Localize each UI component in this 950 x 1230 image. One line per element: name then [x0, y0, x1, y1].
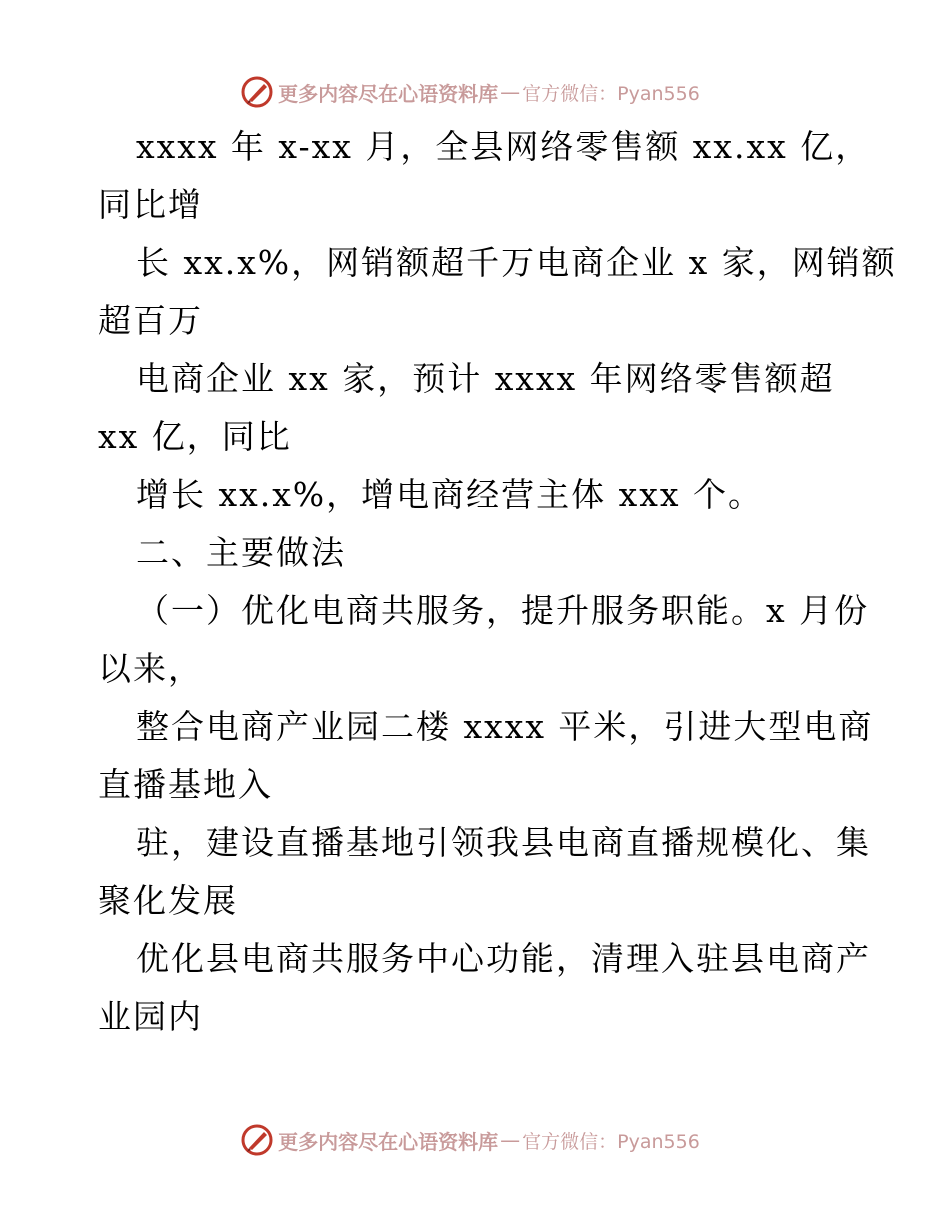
footer-watermark-inner	[240, 1123, 700, 1157]
document-body	[98, 118, 897, 1046]
text-line: xx 亿，同比	[98, 417, 292, 456]
text-line: 直播基地入	[98, 765, 273, 804]
text-line: 以来，	[98, 649, 203, 688]
text-line: 同比增	[98, 185, 203, 224]
text-line: 长 xx.x%，网销额超千万电商企业 x 家，网销额	[136, 243, 897, 282]
quill-logo-icon	[240, 1123, 274, 1157]
watermark-dash: —	[500, 1128, 521, 1152]
text-line: 超百万	[98, 301, 203, 340]
text-line: 业园内	[98, 997, 203, 1036]
text-line: 优化县电商共服务中心功能，清理入驻县电商产	[136, 939, 871, 978]
text-line: 整合电商产业园二楼 xxxx 平米，引进大型电商	[136, 707, 874, 746]
header-watermark-inner	[240, 75, 700, 109]
watermark-main-text: 更多内容尽在心语资料库	[278, 81, 499, 106]
watermark-main-text: 更多内容尽在心语资料库	[278, 1129, 499, 1154]
header-watermark-banner	[0, 72, 950, 112]
text-line: 二、主要做法	[136, 533, 346, 572]
footer-watermark-banner	[0, 1120, 950, 1160]
text-line: 增长 xx.x%，增电商经营主体 xxx 个。	[136, 475, 763, 514]
text-line: 驻，建设直播基地引领我县电商直播规模化、集	[136, 823, 871, 862]
watermark-dash: —	[500, 80, 521, 104]
text-line: 聚化发展	[98, 881, 238, 920]
text-line: （一）优化电商共服务，提升服务职能。x 月份	[136, 591, 870, 630]
watermark-sub-text: 官方微信：Pyan556	[522, 82, 700, 105]
watermark-sub-text: 官方微信：Pyan556	[522, 1130, 700, 1153]
quill-logo-icon	[240, 75, 274, 109]
text-line: xxxx 年 x-xx 月，全县网络零售额 xx.xx 亿，	[136, 127, 871, 166]
text-line: 电商企业 xx 家，预计 xxxx 年网络零售额超	[136, 359, 835, 398]
